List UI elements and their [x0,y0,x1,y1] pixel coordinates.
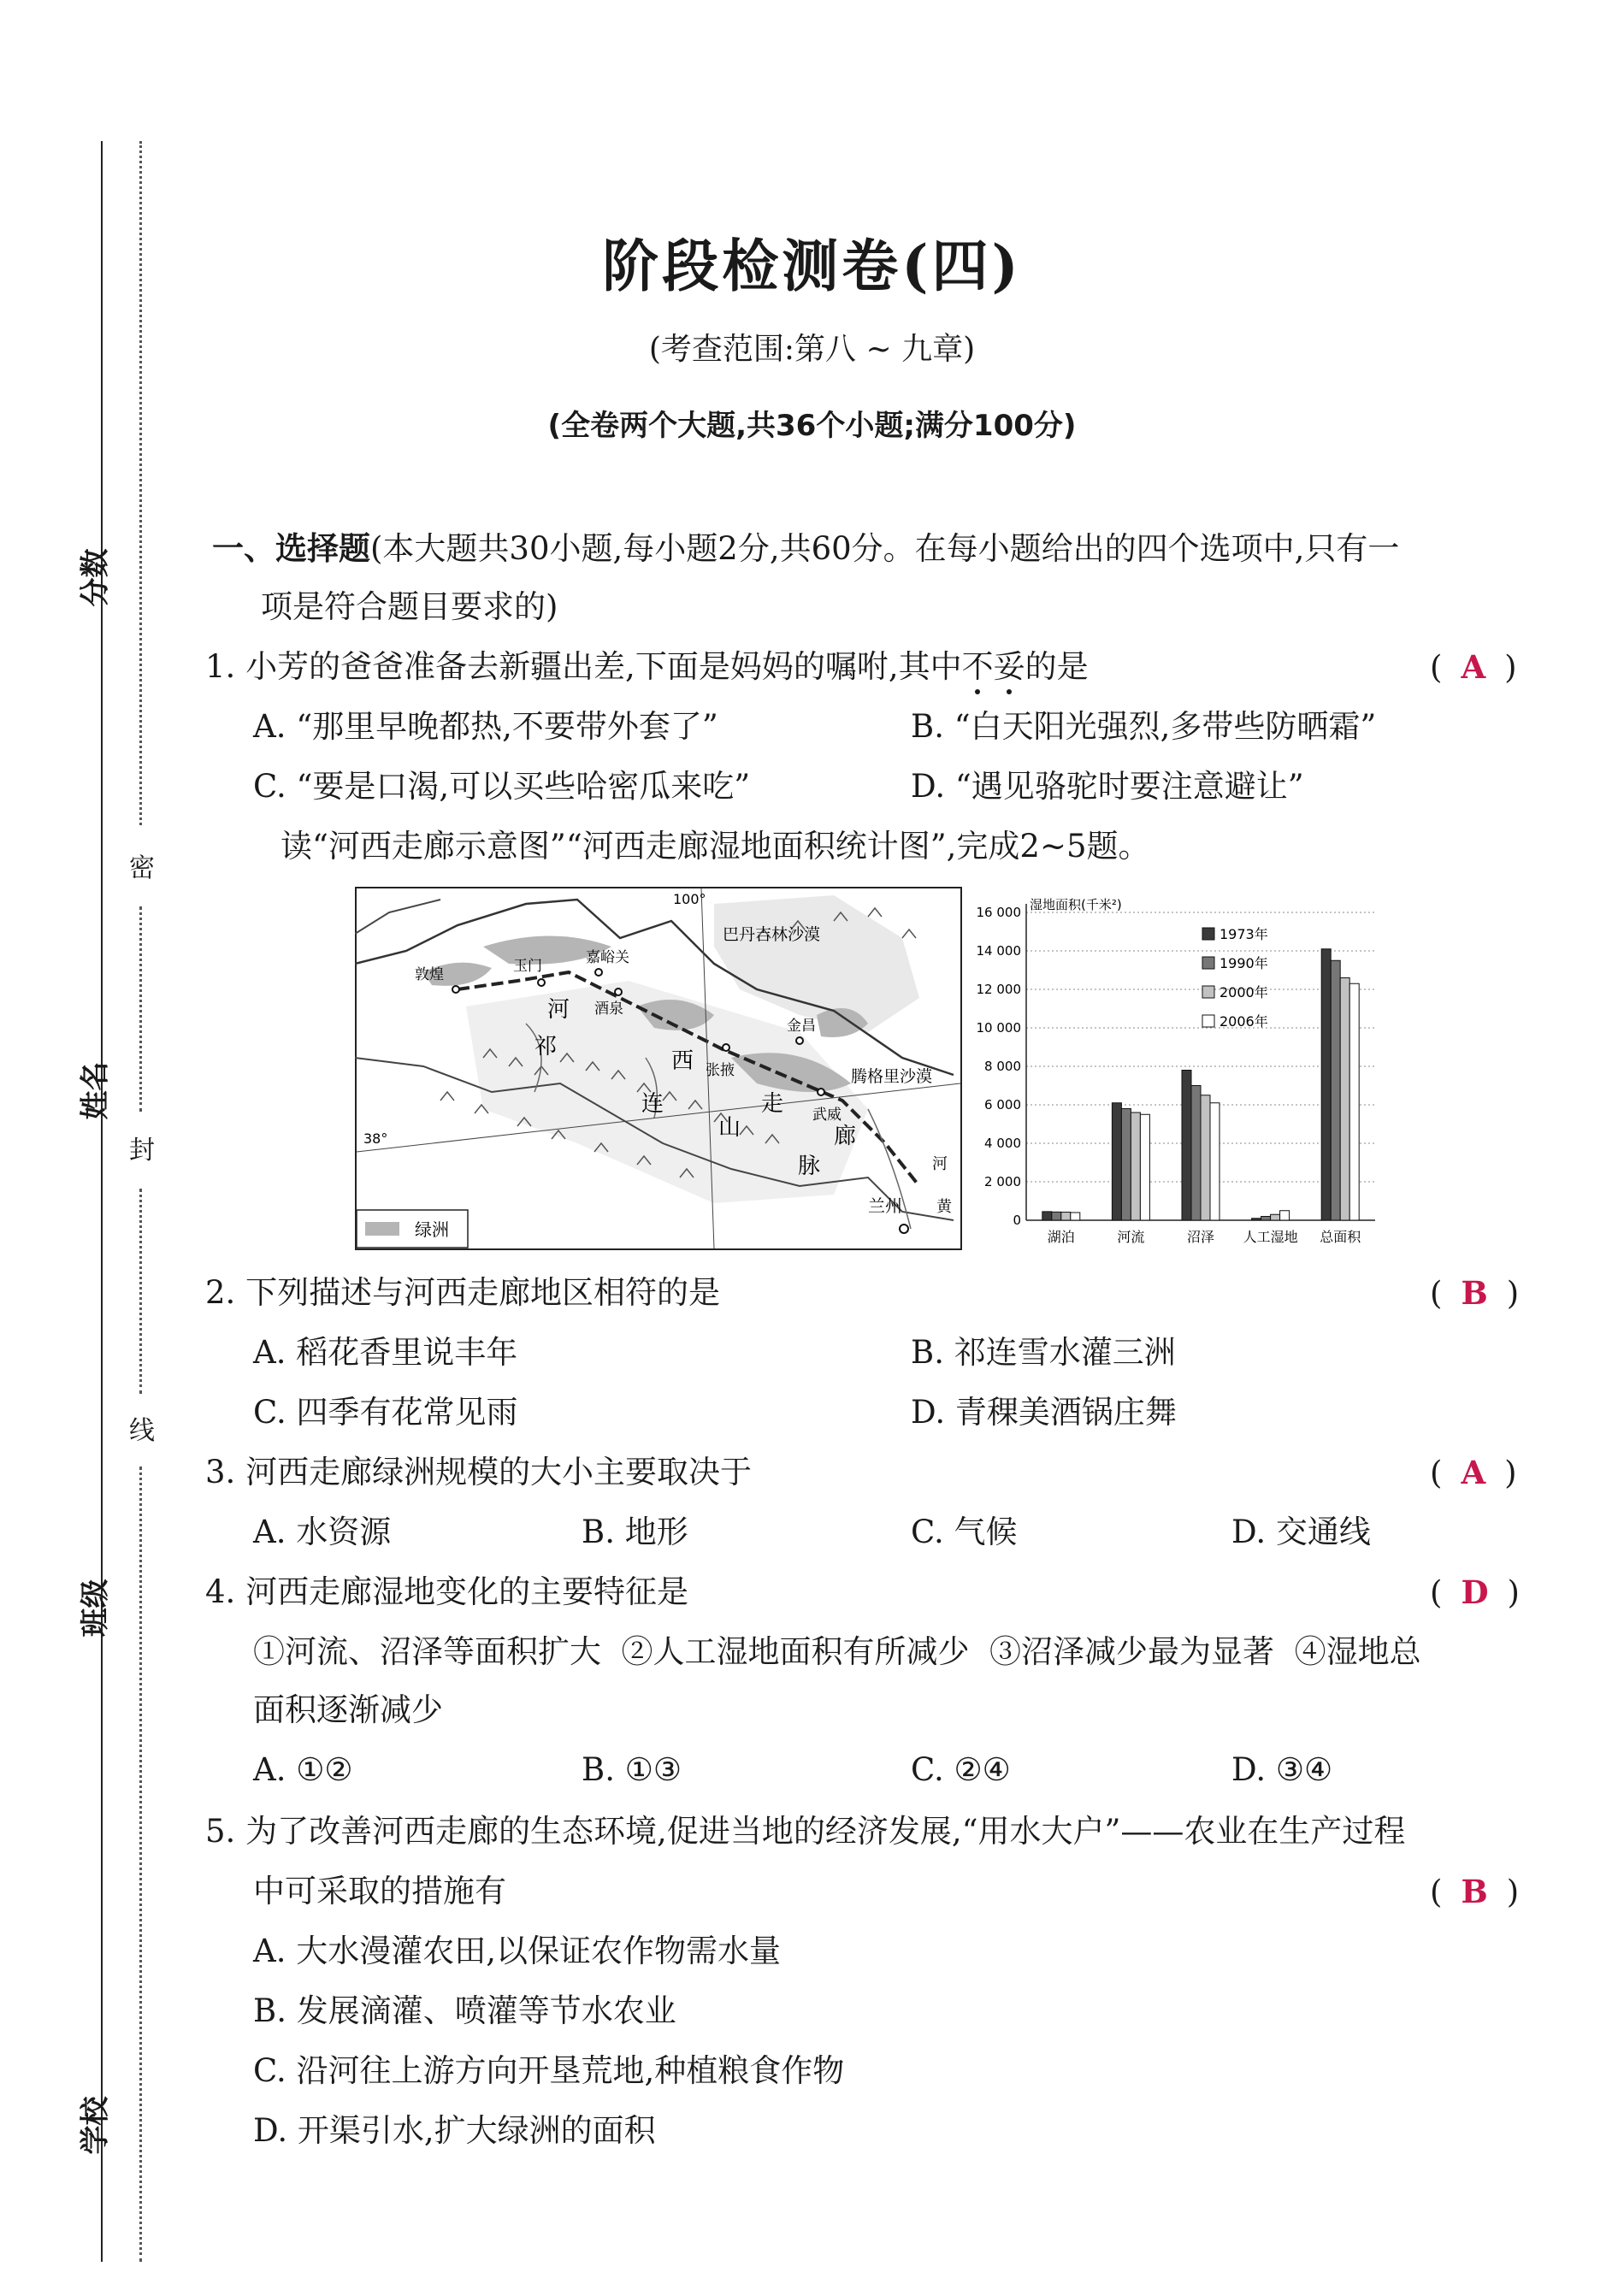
wetland-area-chart [965,887,1379,1259]
legend-swatch [1202,928,1214,940]
mountain-char-lian: 连 [641,1091,664,1117]
name-field-label: 姓名 [78,1061,113,1120]
y-tick-label: 6 000 [984,1097,1021,1113]
q3-answer-box: ( A ) [1430,1454,1517,1491]
binding-vertical-line [101,141,103,2262]
corridor-char-zou: 走 [761,1091,784,1117]
class-field-label: 班级 [78,1579,113,1638]
bar [1210,1103,1219,1220]
q2-answer: B [1461,1274,1488,1312]
bar [1321,949,1331,1220]
bar [1061,1213,1071,1220]
bar [1349,983,1359,1220]
city-wuwei: 武威 [812,1107,842,1124]
bar [1121,1109,1131,1221]
legend-label: 2000年 [1219,984,1268,1000]
exam-scope: (考查范围:第八 ~ 九章) [648,332,976,367]
bar [1112,1103,1121,1220]
q3-answer: A [1461,1454,1486,1491]
exam-info: (全卷两个大题,共36个小题;满分100分) [547,409,1077,443]
legend-label: 1973年 [1219,926,1268,942]
bar [1201,1095,1210,1220]
school-field-label: 学校 [78,2096,113,2155]
q4-option-b: B. ①③ [582,1751,682,1788]
q1-option-d: D. “遇见骆驼时要注意避让” [911,768,1304,805]
q4-answer-box: ( D ) [1430,1573,1520,1611]
city-jinchang: 金昌 [787,1018,816,1035]
material-instruction: 读“河西走廊示意图”“河西走廊湿地面积统计图”,完成2~5题。 [281,828,1150,865]
tengger-label: 腾格里沙漠 [851,1067,933,1086]
q1-option-b: B. “白天阳光强烈,多带些防晒霜” [911,708,1377,745]
q1-answer: A [1461,648,1486,686]
city-lanzhou: 兰州 [868,1195,902,1216]
bar [1071,1213,1080,1220]
section-heading: 一、选择题 [212,530,370,567]
q5-answer-box: ( B ) [1430,1873,1520,1910]
chart-title: 湿地面积(千米²) [1030,897,1122,912]
q2-stem: 2. 下列描述与河西走廊地区相符的是 [205,1274,721,1311]
page-title: 阶段检测卷(四) [602,233,1022,299]
bar [1182,1071,1191,1221]
seal-dotted-line-3 [139,1189,142,1394]
q5-stem-1: 5. 为了改善河西走廊的生态环境,促进当地的经济发展,“用水大户”——农业在生产过程 [205,1813,1406,1850]
q1-answer-box: ( A ) [1430,648,1517,686]
x-tick-label: 人工湿地 [1243,1229,1298,1245]
q4-stem: 4. 河西走廊湿地变化的主要特征是 [205,1573,689,1610]
bar [1271,1214,1280,1220]
lon-label: 100° [673,891,706,907]
q1-option-a: A. “那里早晚都热,不要带外套了” [253,708,718,745]
bar [1280,1211,1290,1220]
legend-label: 绿洲 [415,1219,449,1240]
q4-statements-2: 面积逐渐减少 [253,1691,443,1728]
legend-swatch [1202,957,1214,969]
lat-label: 38° [363,1130,388,1147]
city-dunhuang: 敦煌 [415,966,444,983]
bar [1052,1212,1061,1220]
hexi-corridor-map [355,887,962,1250]
seal-dotted-line-4 [139,1467,142,2262]
bar [1261,1217,1271,1221]
q2-option-c: C. 四季有花常见雨 [253,1394,518,1431]
y-tick-label: 4 000 [984,1136,1021,1151]
section-desc-1: (本大题共30小题,每小题2分,共60分。在每小题给出的四个选项中,只有一 [370,530,1400,567]
bar [1191,1086,1201,1221]
q1-stem-end: 的是 [1025,648,1089,685]
q3-option-b: B. 地形 [582,1514,688,1550]
corridor-char-xi: 西 [671,1048,694,1074]
seal-char-mi: 密 [129,853,155,883]
corridor-char-lang: 廊 [834,1124,857,1149]
q5-option-d: D. 开渠引水,扩大绿洲的面积 [253,2112,656,2149]
badain-label: 巴丹吉林沙漠 [723,925,821,944]
y-tick-label: 0 [1013,1213,1021,1228]
bar [1340,978,1349,1221]
corridor-char-he: 河 [547,997,570,1023]
q1-emphasis-2: 妥 [993,648,1025,685]
seal-char-feng: 封 [129,1136,155,1166]
bar [1131,1113,1140,1220]
q1-option-c: C. “要是口渴,可以买些哈密瓜来吃” [253,768,751,805]
q5-option-b: B. 发展滴灌、喷灌等节水农业 [253,1992,676,2029]
q3-option-a: A. 水资源 [253,1514,392,1550]
q2-answer-box: ( B ) [1430,1274,1520,1312]
q2-option-d: D. 青稞美酒锅庄舞 [911,1394,1177,1431]
q4-option-c: C. ②④ [911,1751,1011,1788]
mountain-char-mai: 脉 [798,1154,821,1179]
city-jiuquan: 酒泉 [594,1000,623,1018]
river-label-1: 河 [932,1155,948,1173]
q5-stem-2: 中可采取的措施有 [253,1873,506,1909]
bar [1140,1114,1149,1220]
x-tick-label: 湖泊 [1047,1229,1075,1245]
q1-stem-text: 1. 小芳的爸爸准备去新疆出差,下面是妈妈的嘱咐,其中 [205,648,962,685]
q1-stem [205,648,1089,686]
city-yumen: 玉门 [513,958,542,975]
y-tick-label: 14 000 [976,943,1021,959]
x-tick-label: 河流 [1117,1229,1145,1245]
mountain-char-qi: 祁 [534,1034,558,1059]
q2-option-a: A. 稻花香里说丰年 [253,1334,518,1371]
x-tick-label: 总面积 [1320,1229,1361,1245]
legend-swatch [1202,986,1214,998]
q3-stem: 3. 河西走廊绿洲规模的大小主要取决于 [205,1454,753,1490]
q3-option-c: C. 气候 [911,1514,1018,1550]
y-tick-label: 10 000 [976,1020,1021,1036]
legend-swatch [1202,1015,1214,1027]
seal-dotted-line-2 [139,906,142,1112]
x-tick-label: 沼泽 [1186,1229,1215,1245]
bar [1042,1212,1052,1220]
score-field-label: 分数 [78,548,113,607]
legend-label: 1990年 [1219,955,1268,971]
river-label-2: 黄 [936,1198,952,1216]
q4-answer: D [1461,1573,1489,1611]
y-tick-label: 16 000 [976,905,1021,920]
q4-option-a: A. ①② [253,1751,353,1788]
mountain-char-shan: 山 [718,1115,741,1141]
seal-char-xian: 线 [129,1416,155,1446]
bar [1252,1219,1261,1220]
legend-swatch [365,1222,399,1236]
q3-option-d: D. 交通线 [1231,1514,1371,1550]
q2-option-b: B. 祁连雪水灌三洲 [911,1334,1176,1371]
q5-option-c: C. 沿河往上游方向开垦荒地,种植粮食作物 [253,2052,845,2089]
q5-option-a: A. 大水漫灌农田,以保证农作物需水量 [253,1933,782,1969]
city-zhangye: 张掖 [706,1062,735,1079]
bar [1331,960,1340,1220]
q4-option-d: D. ③④ [1231,1751,1333,1788]
section-heading-line [212,530,1399,568]
y-tick-label: 8 000 [984,1059,1021,1074]
q5-answer: B [1461,1873,1488,1910]
legend-label: 2006年 [1219,1013,1268,1030]
city-jiayuguan: 嘉峪关 [586,949,629,966]
q4-statements-1: ①河流、沼泽等面积扩大 ②人工湿地面积有所减少 ③沼泽减少最为显著 ④湿地总 [253,1633,1421,1670]
section-desc-2: 项是符合题目要求的) [261,588,558,625]
q1-emphasis-1: 不 [961,648,994,685]
y-tick-label: 12 000 [976,982,1021,997]
y-tick-label: 2 000 [984,1174,1021,1189]
